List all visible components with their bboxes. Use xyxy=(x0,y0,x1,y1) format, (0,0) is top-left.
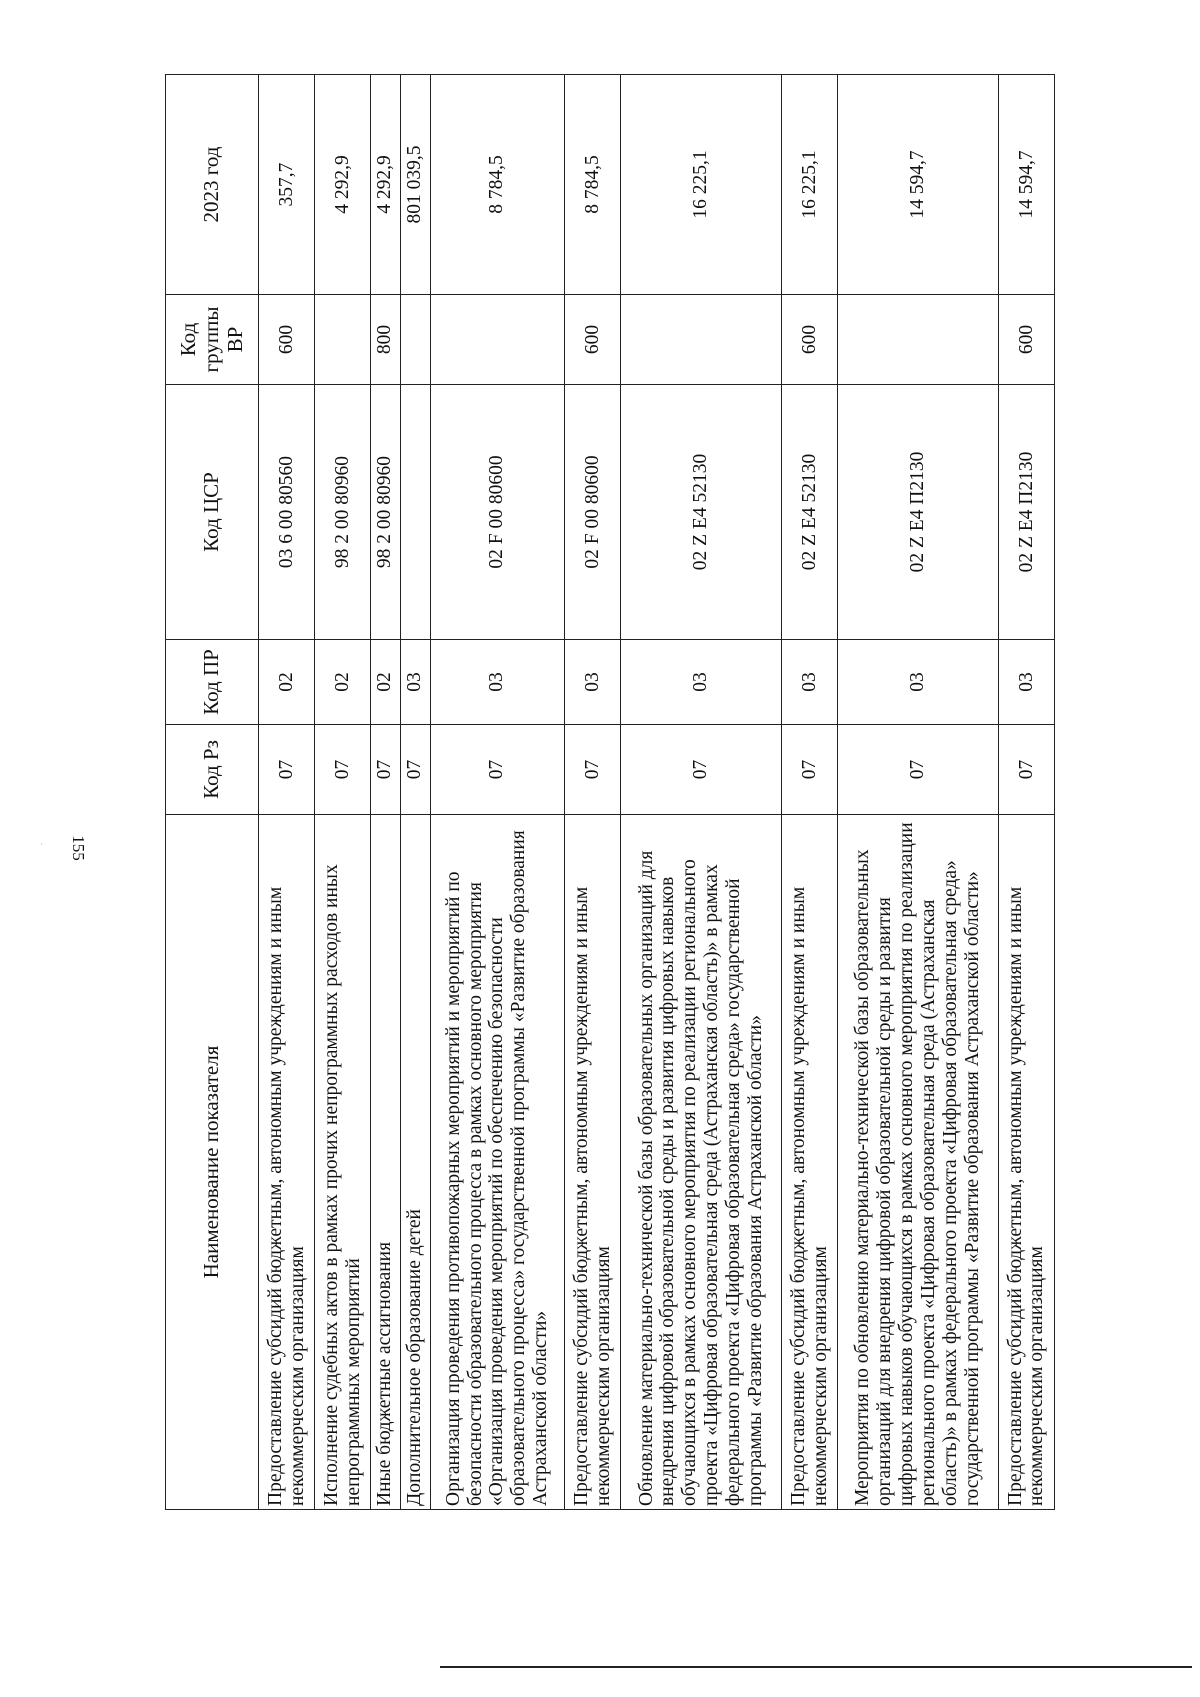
cell-rz: 07 xyxy=(430,725,565,815)
cell-name: Обновление материально-технической базы образовательных организаций для внедрения цифровой образовательной среды и развития цифровых навыков обучающихся в рамках основного мероприятия по реализации регионального проекта «Цифровая образовательная среда (Астраханская область)» в рамках федерального проекта «Цифровая образовательная среда» государственной программы «Развитие образования Астраханской области» xyxy=(621,815,782,1510)
table-row xyxy=(998,75,1054,1510)
cell-name: Мероприятия по обновлению материально-технической базы образовательных организаций для внедрения цифровой образовательной среды и развития цифровых навыков обучающихся в рамках основного мероприятия по реализации регионального проекта «Цифровая образовательная среда (Астраханская область)» в рамках федерального проекта «Цифровая образовательная среда» государственной программы «Развитие образования Астраханской области» xyxy=(838,815,999,1510)
table-row xyxy=(400,75,430,1510)
table-row xyxy=(621,75,782,1510)
cell-csr: 03 6 00 80560 xyxy=(259,385,315,640)
cell-pr: 02 xyxy=(315,640,371,725)
table-header-row xyxy=(166,75,259,1510)
cell-csr: 02 Z E4 52130 xyxy=(782,385,838,640)
cell-vr xyxy=(430,295,565,385)
cell-csr: 02 F 00 80600 xyxy=(565,385,621,640)
table-row xyxy=(315,75,371,1510)
cell-amount: 357,7 xyxy=(259,75,315,295)
cell-amount: 16 225,1 xyxy=(621,75,782,295)
header-pr: Код ПР xyxy=(166,640,259,725)
cell-csr: 02 Z E4 52130 xyxy=(621,385,782,640)
cell-name: Предоставление субсидий бюджетным, автономным учреждениям и иным некоммерческим организациям xyxy=(998,815,1054,1510)
cell-name: Предоставление субсидий бюджетным, автономным учреждениям и иным некоммерческим организациям xyxy=(259,815,315,1510)
table-row xyxy=(838,75,999,1510)
cell-name: Предоставление субсидий бюджетным, автономным учреждениям и иным некоммерческим организациям xyxy=(565,815,621,1510)
cell-pr: 02 xyxy=(371,640,401,725)
cell-vr: 600 xyxy=(259,295,315,385)
cell-amount: 8 784,5 xyxy=(430,75,565,295)
cell-amount: 16 225,1 xyxy=(782,75,838,295)
cell-vr: 600 xyxy=(565,295,621,385)
cell-pr: 02 xyxy=(259,640,315,725)
cell-amount: 4 292,9 xyxy=(371,75,401,295)
cell-rz: 07 xyxy=(838,725,999,815)
header-rz: Код Рз xyxy=(166,725,259,815)
cell-rz: 07 xyxy=(315,725,371,815)
cell-pr: 03 xyxy=(430,640,565,725)
cell-name: Организация проведения противопожарных мероприятий и мероприятий по безопасности образовательного процесса в рамках основного мероприятия «Организация проведения мероприятий по обеспечению безопасности образовательного процесса» государственной программы «Развитие образования Астраханской области» xyxy=(430,815,565,1510)
cell-amount: 14 594,7 xyxy=(838,75,999,295)
scan-artifact: · xyxy=(40,840,43,849)
cell-rz: 07 xyxy=(259,725,315,815)
bottom-rule xyxy=(440,1666,1192,1668)
cell-name: Предоставление субсидий бюджетным, автономным учреждениям и иным некоммерческим организациям xyxy=(782,815,838,1510)
cell-amount: 8 784,5 xyxy=(565,75,621,295)
cell-vr: 600 xyxy=(782,295,838,385)
cell-csr: 98 2 00 80960 xyxy=(315,385,371,640)
cell-pr: 03 xyxy=(838,640,999,725)
table-row xyxy=(782,75,838,1510)
cell-amount: 4 292,9 xyxy=(315,75,371,295)
cell-name: Исполнение судебных актов в рамках прочих непрограммных расходов иных непрограммных мероприятий xyxy=(315,815,371,1510)
cell-rz: 07 xyxy=(565,725,621,815)
cell-vr xyxy=(621,295,782,385)
cell-csr xyxy=(400,385,430,640)
cell-pr: 03 xyxy=(565,640,621,725)
cell-vr xyxy=(315,295,371,385)
table-row xyxy=(430,75,565,1510)
cell-rz: 07 xyxy=(371,725,401,815)
cell-name: Иные бюджетные ассигнования xyxy=(371,815,401,1510)
cell-vr xyxy=(400,295,430,385)
header-name: Наименование показателя xyxy=(166,815,259,1510)
budget-table xyxy=(165,74,1055,1510)
table-row xyxy=(259,75,315,1510)
cell-pr: 03 xyxy=(621,640,782,725)
cell-csr: 02 F 00 80600 xyxy=(430,385,565,640)
cell-csr: 98 2 00 80960 xyxy=(371,385,401,640)
cell-vr: 600 xyxy=(998,295,1054,385)
cell-pr: 03 xyxy=(400,640,430,725)
table-row xyxy=(371,75,401,1510)
cell-name: Дополнительное образование детей xyxy=(400,815,430,1510)
cell-pr: 03 xyxy=(998,640,1054,725)
header-amount: 2023 год xyxy=(166,75,259,295)
cell-rz: 07 xyxy=(400,725,430,815)
cell-pr: 03 xyxy=(782,640,838,725)
cell-vr: 800 xyxy=(371,295,401,385)
cell-amount: 14 594,7 xyxy=(998,75,1054,295)
cell-csr: 02 Z E4 П2130 xyxy=(998,385,1054,640)
page-number: 155 xyxy=(69,835,88,861)
cell-amount: 801 039,5 xyxy=(400,75,430,295)
header-vr: Код группы ВР xyxy=(166,295,259,385)
cell-vr xyxy=(838,295,999,385)
header-csr: Код ЦСР xyxy=(166,385,259,640)
budget-table-container xyxy=(165,75,1055,1510)
cell-rz: 07 xyxy=(621,725,782,815)
cell-rz: 07 xyxy=(998,725,1054,815)
cell-csr: 02 Z E4 П2130 xyxy=(838,385,999,640)
cell-rz: 07 xyxy=(782,725,838,815)
table-row xyxy=(565,75,621,1510)
